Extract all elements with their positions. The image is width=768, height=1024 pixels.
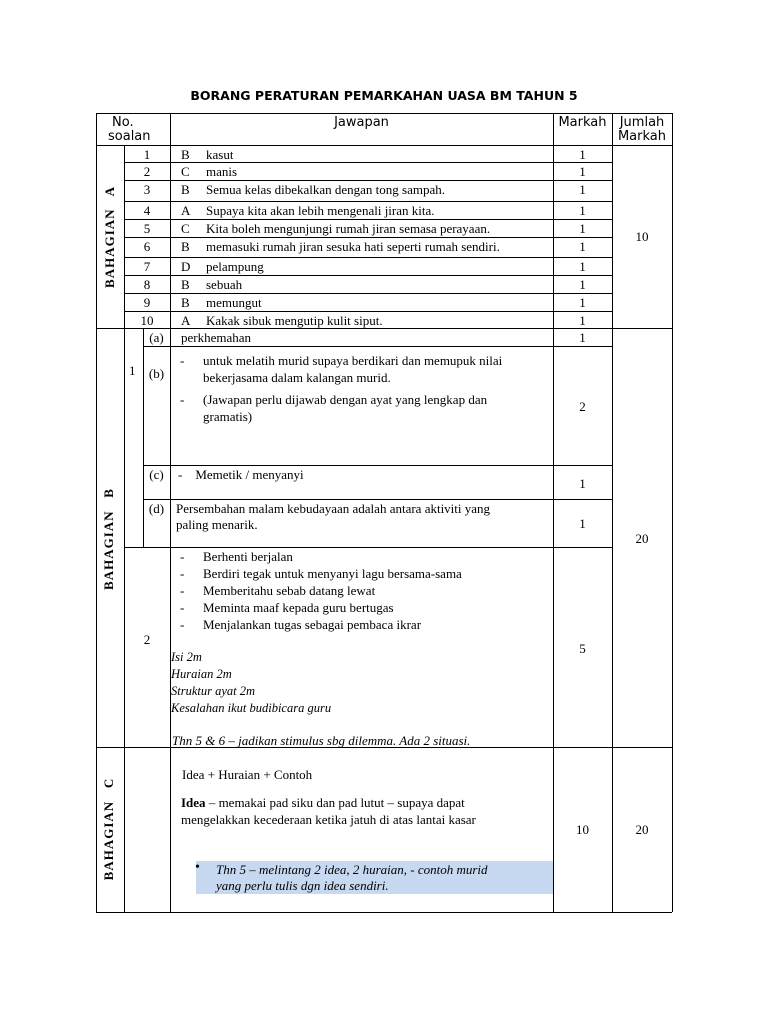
- c-note-bullet: •: [195, 860, 200, 875]
- answer-text: sebuah: [206, 277, 243, 292]
- c-mark: 10: [576, 822, 589, 837]
- header-markah: Markah: [558, 115, 607, 130]
- q1c-mark: 1: [579, 476, 586, 491]
- answer-text: Kakak sibuk mengutip kulit siput.: [206, 313, 383, 328]
- answer-option: B: [181, 147, 190, 162]
- q2-criterion: Kesalahan ikut budibicara guru: [171, 701, 332, 715]
- q2-point: Memberitahu sebab datang lewat: [203, 583, 376, 598]
- bullet-dash: -: [180, 583, 185, 598]
- q1b-line-2: bekerjasama dalam kalangan murid.: [203, 370, 391, 385]
- answer-option: B: [181, 239, 190, 254]
- q1d-line-1: Persembahan malam kebudayaan adalah antara aktiviti yang: [176, 501, 491, 516]
- q1c-label: (c): [149, 467, 164, 482]
- question-number: 10: [140, 313, 154, 328]
- answer-mark: 1: [579, 182, 586, 197]
- question-number: 8: [143, 277, 151, 292]
- answer-text: Kita boleh mengunjungi rumah jiran semasa perayaan.: [206, 221, 491, 236]
- answer-text: manis: [206, 164, 238, 179]
- q1a-answer: perkhemahan: [181, 330, 252, 345]
- answer-text: Supaya kita akan lebih mengenali jiran kita.: [206, 203, 435, 218]
- q2-criterion: Struktur ayat 2m: [171, 684, 256, 698]
- answer-mark: 1: [579, 277, 586, 292]
- answer-option: A: [181, 203, 191, 218]
- answer-mark: 1: [579, 239, 586, 254]
- header-jawapan: Jawapan: [334, 115, 389, 130]
- q2-note: Thn 5 & 6 – jadikan stimulus sbg dilemma. Ada 2 situasi.: [172, 733, 471, 748]
- c-idea-line-2: mengelakkan kecederaan ketika jatuh di atas lantai kasar: [181, 812, 476, 827]
- answer-text: kasut: [206, 147, 234, 162]
- answer-text: pelampung: [206, 259, 264, 274]
- c-idea-text: – memakai pad siku dan pad lutut – supaya dapat: [205, 795, 465, 810]
- c-note-line-1: Thn 5 – melintang 2 idea, 2 huraian, - contoh murid: [216, 862, 488, 877]
- q1a-label: (a): [149, 330, 164, 345]
- answer-mark: 1: [579, 259, 586, 274]
- answer-option: B: [181, 277, 190, 292]
- bahagian-b-total: 20: [635, 531, 649, 546]
- c-heading: Idea + Huraian + Contoh: [182, 767, 313, 782]
- question-number: 2: [143, 164, 151, 179]
- answer-text: memungut: [206, 295, 262, 310]
- question-number: 6: [143, 239, 151, 254]
- q2-point: Menjalankan tugas sebagai pembaca ikrar: [203, 617, 422, 632]
- q1-number: 1: [129, 363, 136, 378]
- section-label-a: BAHAGIAN A: [102, 186, 117, 288]
- q1b-mark: 2: [579, 399, 586, 414]
- q2-point: Meminta maaf kepada guru bertugas: [203, 600, 394, 615]
- question-number: 3: [143, 182, 151, 197]
- header-jumlah-markah: Markah: [617, 129, 667, 144]
- bahagian-c-total: 20: [635, 822, 649, 837]
- header-soalan: soalan: [108, 129, 151, 144]
- q1a-mark: 1: [579, 330, 586, 345]
- q1b-dash-1: -: [180, 353, 185, 368]
- question-number: 4: [143, 203, 151, 218]
- q1b-label: (b): [148, 366, 165, 381]
- answer-option: C: [181, 164, 190, 179]
- answer-mark: 1: [579, 313, 586, 328]
- answer-option: A: [181, 313, 191, 328]
- answer-mark: 1: [579, 295, 586, 310]
- q2-criterion: Isi 2m: [171, 650, 202, 664]
- q2-criterion: Huraian 2m: [171, 667, 232, 681]
- bullet-dash: -: [180, 617, 185, 632]
- answer-option: B: [181, 182, 190, 197]
- q1b-dash-2: -: [180, 392, 185, 407]
- bullet-dash: -: [180, 549, 185, 564]
- page-title: BORANG PERATURAN PEMARKAHAN UASA BM TAHUN 5: [190, 88, 578, 103]
- q1b-line-1: untuk melatih murid supaya berdikari dan memupuk nilai: [203, 353, 503, 368]
- question-number: 7: [143, 259, 151, 274]
- q2-point: Berhenti berjalan: [203, 549, 293, 564]
- header-jumlah: Jumlah: [619, 115, 665, 130]
- answer-mark: 1: [579, 164, 586, 179]
- q1d-mark: 1: [579, 516, 586, 531]
- answer-text: Semua kelas dibekalkan dengan tong sampah.: [206, 182, 445, 197]
- c-idea-line-1: [181, 795, 465, 811]
- bullet-dash: -: [180, 566, 185, 581]
- section-label-c: BAHAGIAN C: [101, 777, 116, 881]
- q1c-answer: - Memetik / menyanyi: [178, 467, 304, 482]
- c-note-line-2: yang perlu tulis dgn idea sendiri.: [216, 878, 389, 893]
- bahagian-a-total: 10: [635, 229, 649, 244]
- c-idea-label: Idea: [181, 795, 206, 810]
- q2-mark: 5: [579, 641, 586, 656]
- answer-text: memasuki rumah jiran sesuka hati seperti rumah sendiri.: [206, 239, 500, 254]
- q1b-line-4: gramatis): [203, 409, 253, 424]
- section-label-b: BAHAGIAN B: [101, 488, 116, 590]
- question-number: 1: [143, 147, 151, 162]
- q2-point: Berdiri tegak untuk menyanyi lagu bersama-sama: [203, 566, 462, 581]
- q2-number: 2: [143, 632, 151, 647]
- answer-option: B: [181, 295, 190, 310]
- q1b-line-3: (Jawapan perlu dijawab dengan ayat yang lengkap dan: [203, 392, 488, 407]
- question-number: 5: [143, 221, 151, 236]
- q1d-line-2: paling menarik.: [176, 517, 258, 532]
- bullet-dash: -: [180, 600, 185, 615]
- answer-option: C: [181, 221, 190, 236]
- answer-mark: 1: [579, 221, 586, 236]
- answer-mark: 1: [579, 147, 586, 162]
- answer-option: D: [181, 259, 191, 274]
- question-number: 9: [143, 295, 151, 310]
- q1d-label: (d): [148, 501, 165, 516]
- answer-mark: 1: [579, 203, 586, 218]
- header-no: No.: [112, 115, 134, 130]
